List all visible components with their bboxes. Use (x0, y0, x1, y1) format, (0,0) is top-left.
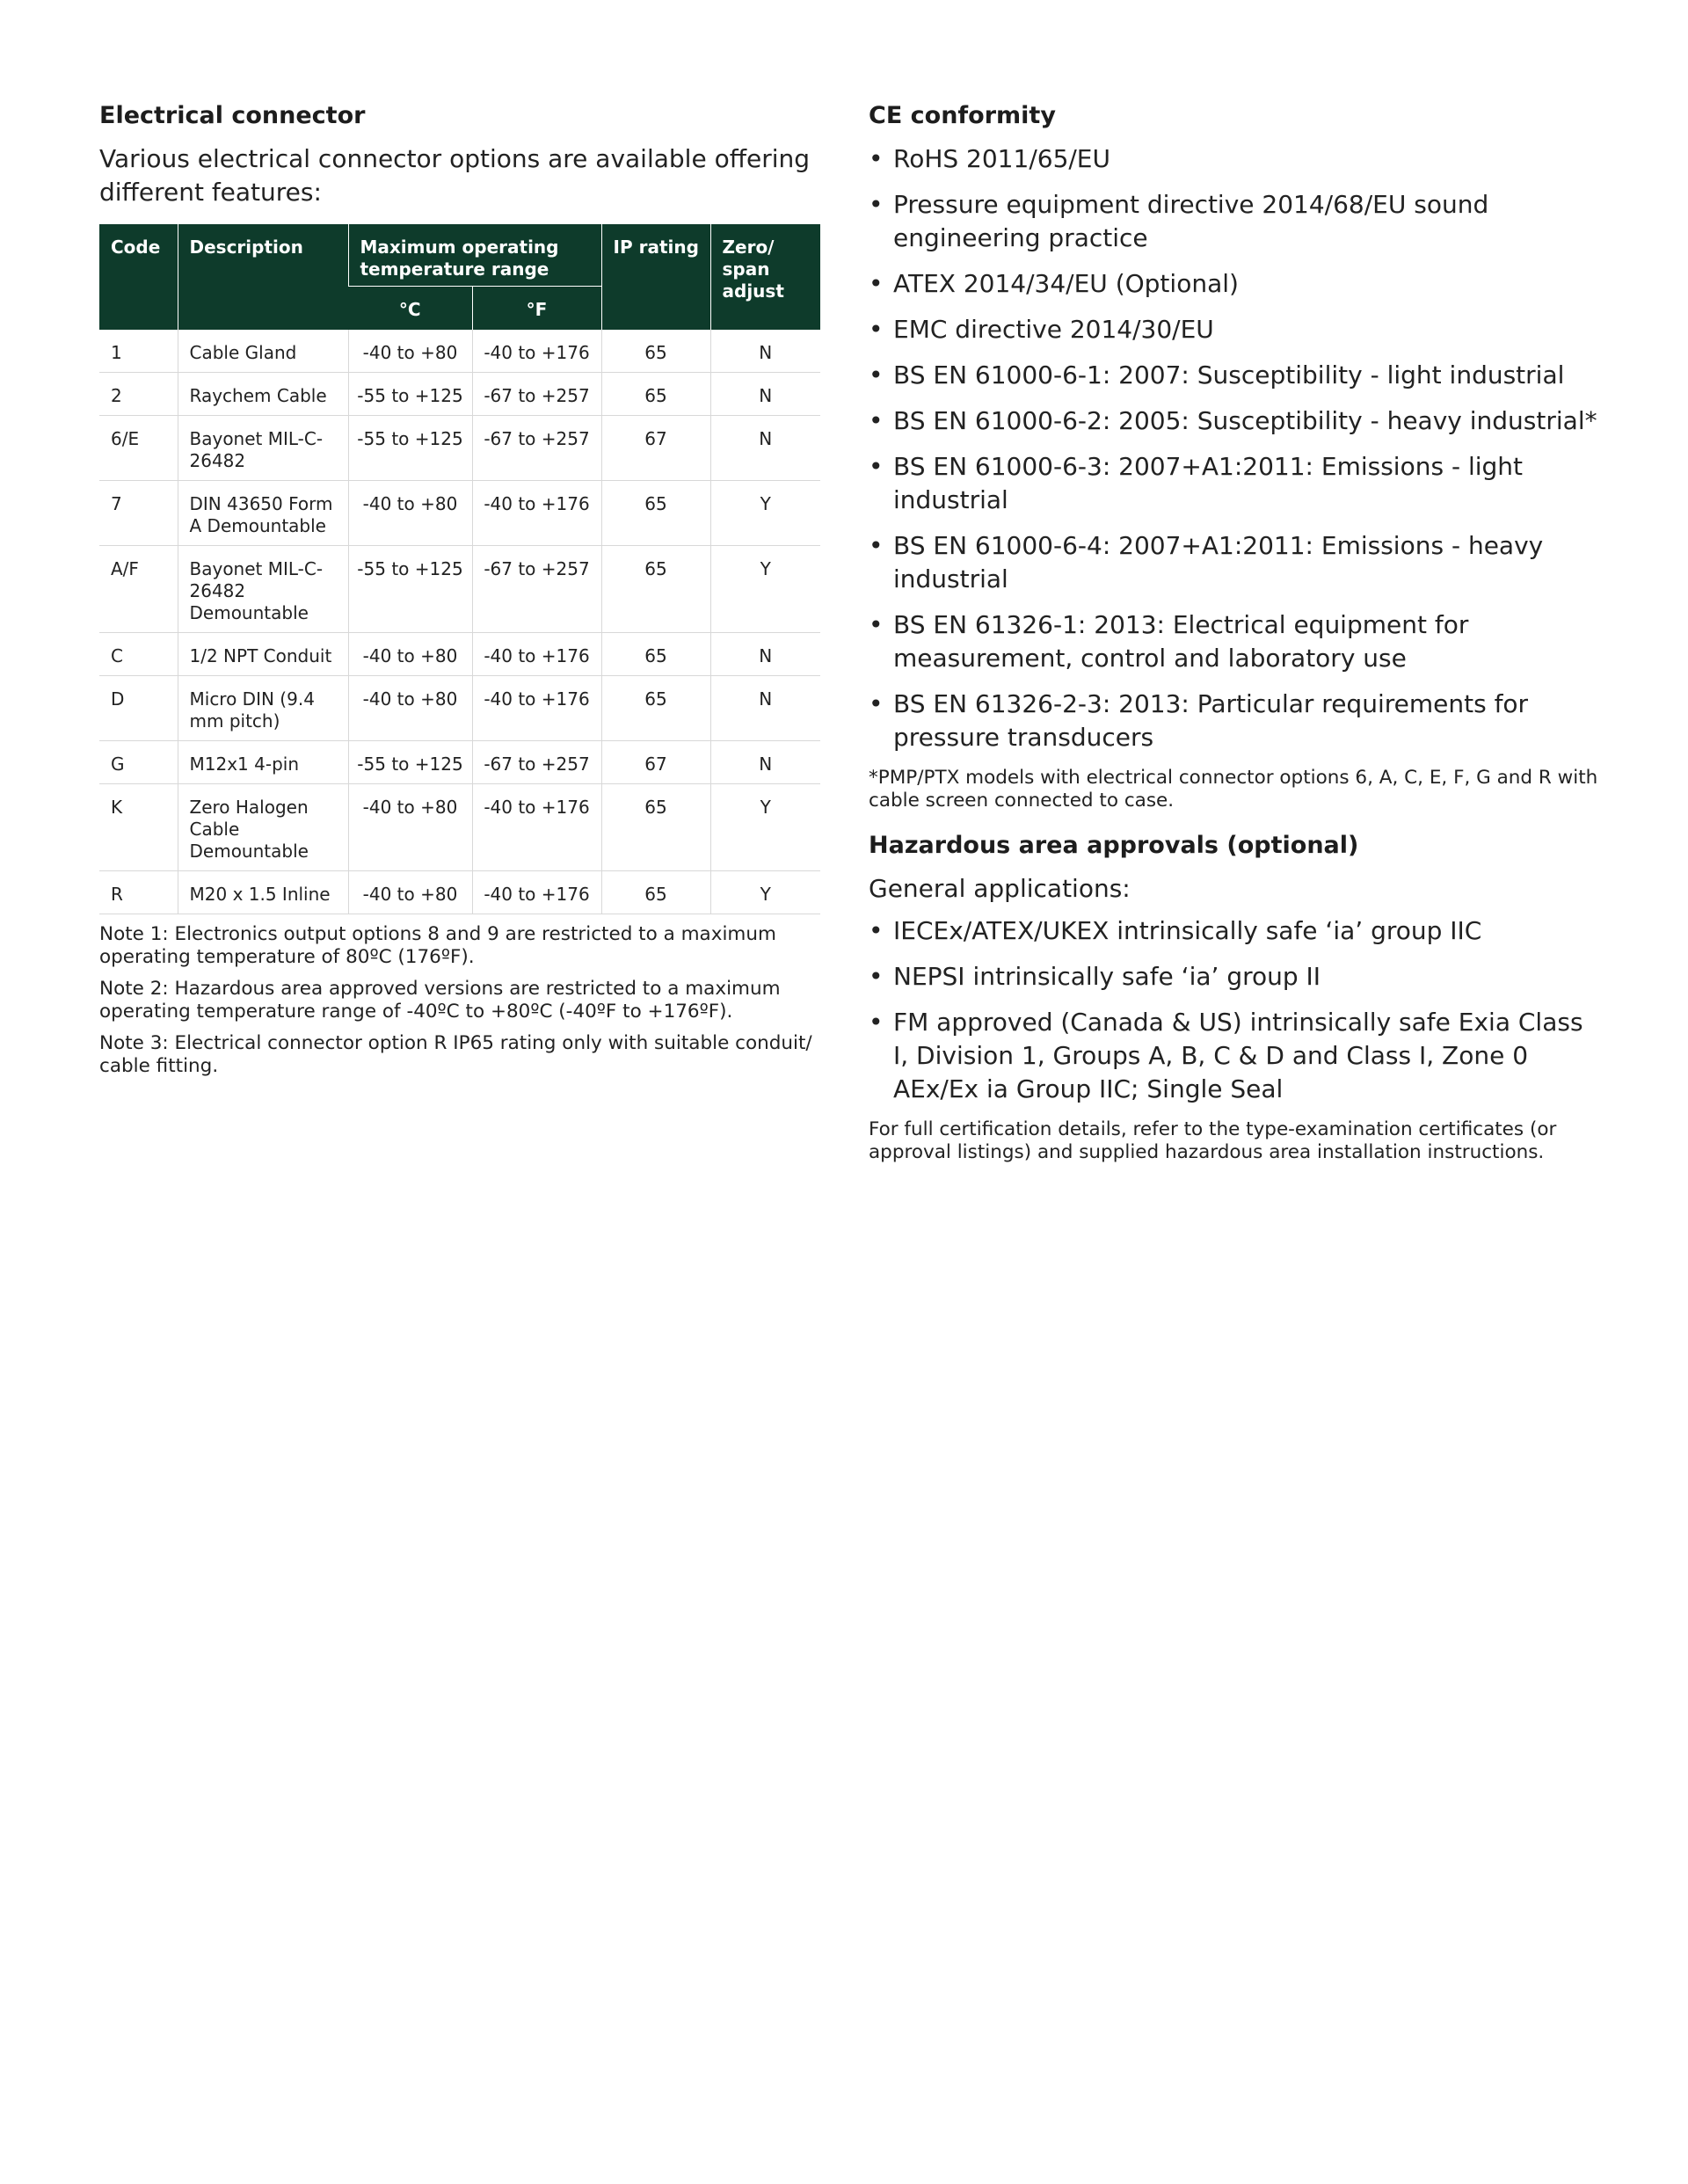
bullet-icon: • (869, 531, 884, 560)
cell-ip-rating: 67 (601, 741, 710, 784)
cell-code: D (99, 676, 178, 741)
hazardous-approvals-list (869, 914, 1598, 1106)
cell-celsius: -55 to +125 (348, 546, 472, 633)
section-title-electrical-connector: Electrical connector (99, 102, 366, 129)
cell-code: 2 (99, 373, 178, 416)
cell-code: C (99, 633, 178, 676)
list-item-text: ATEX 2014/34/EU (Optional) (893, 269, 1239, 298)
cell-zero-span: Y (710, 871, 820, 914)
table-row (99, 373, 820, 416)
cell-celsius: -55 to +125 (348, 416, 472, 481)
list-item-text: FM approved (Canada & US) intrinsically safe Exia Class I, Division 1, Groups A, B, C & D and Class I, Zone 0 AEx/Ex ia Group IIC; Single Seal (893, 1008, 1583, 1103)
cell-celsius: -40 to +80 (348, 481, 472, 546)
cell-celsius: -40 to +80 (348, 871, 472, 914)
header-description: Description (178, 224, 348, 330)
left-column (99, 98, 820, 1078)
cell-celsius: -40 to +80 (348, 633, 472, 676)
cell-description: M12x1 4-pin (178, 741, 348, 784)
table-row (99, 633, 820, 676)
cell-zero-span: N (710, 330, 820, 373)
ce-list-item (869, 404, 1598, 438)
cell-celsius: -40 to +80 (348, 330, 472, 373)
cell-description: Bayonet MIL-C-26482 Demountable (178, 546, 348, 633)
cell-ip-rating: 65 (601, 676, 710, 741)
table-row (99, 784, 820, 871)
header-fahrenheit: °F (472, 287, 601, 331)
ce-conformity-list (869, 142, 1598, 754)
cell-fahrenheit: -67 to +257 (472, 373, 601, 416)
bullet-icon: • (869, 144, 884, 173)
list-item-text: IECEx/ATEX/UKEX intrinsically safe ‘ia’ group IIC (893, 916, 1482, 945)
cell-zero-span: N (710, 416, 820, 481)
cell-fahrenheit: -67 to +257 (472, 416, 601, 481)
cell-zero-span: N (710, 373, 820, 416)
cell-description: Bayonet MIL-C-26482 (178, 416, 348, 481)
ce-list-item (869, 529, 1598, 596)
table-row (99, 871, 820, 914)
table-row (99, 546, 820, 633)
ce-list-item (869, 142, 1598, 176)
cell-description: DIN 43650 Form A Demountable (178, 481, 348, 546)
cell-ip-rating: 65 (601, 871, 710, 914)
cell-zero-span: Y (710, 546, 820, 633)
cell-zero-span: N (710, 676, 820, 741)
note-3: Note 3: Electrical connector option R IP65 rating only with suitable conduit/ cable fitting. (99, 1032, 812, 1077)
cell-fahrenheit: -40 to +176 (472, 871, 601, 914)
cell-celsius: -40 to +80 (348, 676, 472, 741)
cell-ip-rating: 65 (601, 546, 710, 633)
ce-list-item (869, 313, 1598, 346)
cell-ip-rating: 65 (601, 784, 710, 871)
cell-fahrenheit: -40 to +176 (472, 330, 601, 373)
cell-code: R (99, 871, 178, 914)
cell-fahrenheit: -40 to +176 (472, 633, 601, 676)
list-item-text: BS EN 61326-2-3: 2013: Particular requirements for pressure transducers (893, 689, 1529, 752)
cell-ip-rating: 65 (601, 633, 710, 676)
cell-fahrenheit: -40 to +176 (472, 676, 601, 741)
list-item-text: BS EN 61000-6-2: 2005: Susceptibility - heavy industrial* (893, 406, 1597, 435)
hazardous-list-item (869, 914, 1598, 948)
list-item-text: BS EN 61000-6-1: 2007: Susceptibility - light industrial (893, 360, 1565, 389)
hazardous-list-item (869, 960, 1598, 994)
intro-text: Various electrical connector options are available offering different features: (99, 144, 811, 207)
table-row (99, 481, 820, 546)
cell-celsius: -40 to +80 (348, 784, 472, 871)
bullet-icon: • (869, 315, 884, 344)
bullet-icon: • (869, 406, 884, 435)
cell-zero-span: N (710, 633, 820, 676)
cell-fahrenheit: -67 to +257 (472, 546, 601, 633)
header-code: Code (99, 224, 178, 330)
ce-list-item (869, 688, 1598, 754)
ce-list-item (869, 359, 1598, 392)
ce-list-item (869, 267, 1598, 301)
hazardous-footnote: For full certification details, refer to the type-examination certificates (or approval listings) and supplied hazardous area installation instructions. (869, 1118, 1557, 1163)
table-row (99, 741, 820, 784)
ce-footnote: *PMP/PTX models with electrical connector options 6, A, C, E, F, G and R with cable screen connected to case. (869, 767, 1598, 812)
cell-ip-rating: 67 (601, 416, 710, 481)
header-temp-range: Maximum operating temperature range (348, 224, 601, 287)
cell-description: M20 x 1.5 Inline (178, 871, 348, 914)
connector-table-body (99, 330, 820, 914)
bullet-icon: • (869, 452, 884, 481)
section-title-hazardous-area: Hazardous area approvals (optional) (869, 832, 1359, 859)
list-item-text: RoHS 2011/65/EU (893, 144, 1110, 173)
header-zero-span: Zero/ span adjust (710, 224, 820, 330)
cell-zero-span: Y (710, 481, 820, 546)
cell-code: A/F (99, 546, 178, 633)
ce-list-item (869, 188, 1598, 255)
list-item-text: Pressure equipment directive 2014/68/EU sound engineering practice (893, 190, 1489, 252)
list-item-text: NEPSI intrinsically safe ‘ia’ group II (893, 962, 1321, 991)
bullet-icon: • (869, 962, 884, 991)
list-item-text: BS EN 61000-6-3: 2007+A1:2011: Emissions - light industrial (893, 452, 1524, 514)
list-item-text: EMC directive 2014/30/EU (893, 315, 1214, 344)
note-2: Note 2: Hazardous area approved versions are restricted to a maximum operating temperature range of -40ºC to +80ºC (-40ºF to +176ºF). (99, 978, 781, 1023)
cell-zero-span: Y (710, 784, 820, 871)
cell-code: K (99, 784, 178, 871)
cell-code: 6/E (99, 416, 178, 481)
bullet-icon: • (869, 1008, 884, 1037)
right-column (869, 98, 1598, 1180)
cell-code: 1 (99, 330, 178, 373)
hazardous-list-item (869, 1006, 1598, 1106)
bullet-icon: • (869, 916, 884, 945)
list-item-text: BS EN 61000-6-4: 2007+A1:2011: Emissions - heavy industrial (893, 531, 1544, 593)
header-ip-rating: IP rating (601, 224, 710, 330)
table-row (99, 416, 820, 481)
table-row (99, 330, 820, 373)
cell-celsius: -55 to +125 (348, 373, 472, 416)
cell-code: G (99, 741, 178, 784)
cell-ip-rating: 65 (601, 373, 710, 416)
bullet-icon: • (869, 269, 884, 298)
cell-description: Zero Halogen Cable Demountable (178, 784, 348, 871)
cell-celsius: -55 to +125 (348, 741, 472, 784)
bullet-icon: • (869, 360, 884, 389)
bullet-icon: • (869, 689, 884, 718)
header-celsius: °C (348, 287, 472, 331)
connector-table (99, 224, 820, 914)
note-1: Note 1: Electronics output options 8 and 9 are restricted to a maximum operating temperature of 80ºC (176ºF). (99, 923, 776, 968)
cell-description: 1/2 NPT Conduit (178, 633, 348, 676)
cell-code: 7 (99, 481, 178, 546)
cell-description: Micro DIN (9.4 mm pitch) (178, 676, 348, 741)
bullet-icon: • (869, 610, 884, 639)
section-title-ce-conformity: CE conformity (869, 102, 1056, 129)
cell-description: Raychem Cable (178, 373, 348, 416)
cell-description: Cable Gland (178, 330, 348, 373)
cell-zero-span: N (710, 741, 820, 784)
table-row (99, 676, 820, 741)
ce-list-item (869, 608, 1598, 675)
cell-fahrenheit: -67 to +257 (472, 741, 601, 784)
cell-fahrenheit: -40 to +176 (472, 784, 601, 871)
bullet-icon: • (869, 190, 884, 219)
cell-ip-rating: 65 (601, 481, 710, 546)
ce-list-item (869, 450, 1598, 517)
list-item-text: BS EN 61326-1: 2013: Electrical equipment for measurement, control and laboratory use (893, 610, 1469, 673)
cell-fahrenheit: -40 to +176 (472, 481, 601, 546)
cell-ip-rating: 65 (601, 330, 710, 373)
general-applications-label: General applications: (869, 874, 1131, 903)
